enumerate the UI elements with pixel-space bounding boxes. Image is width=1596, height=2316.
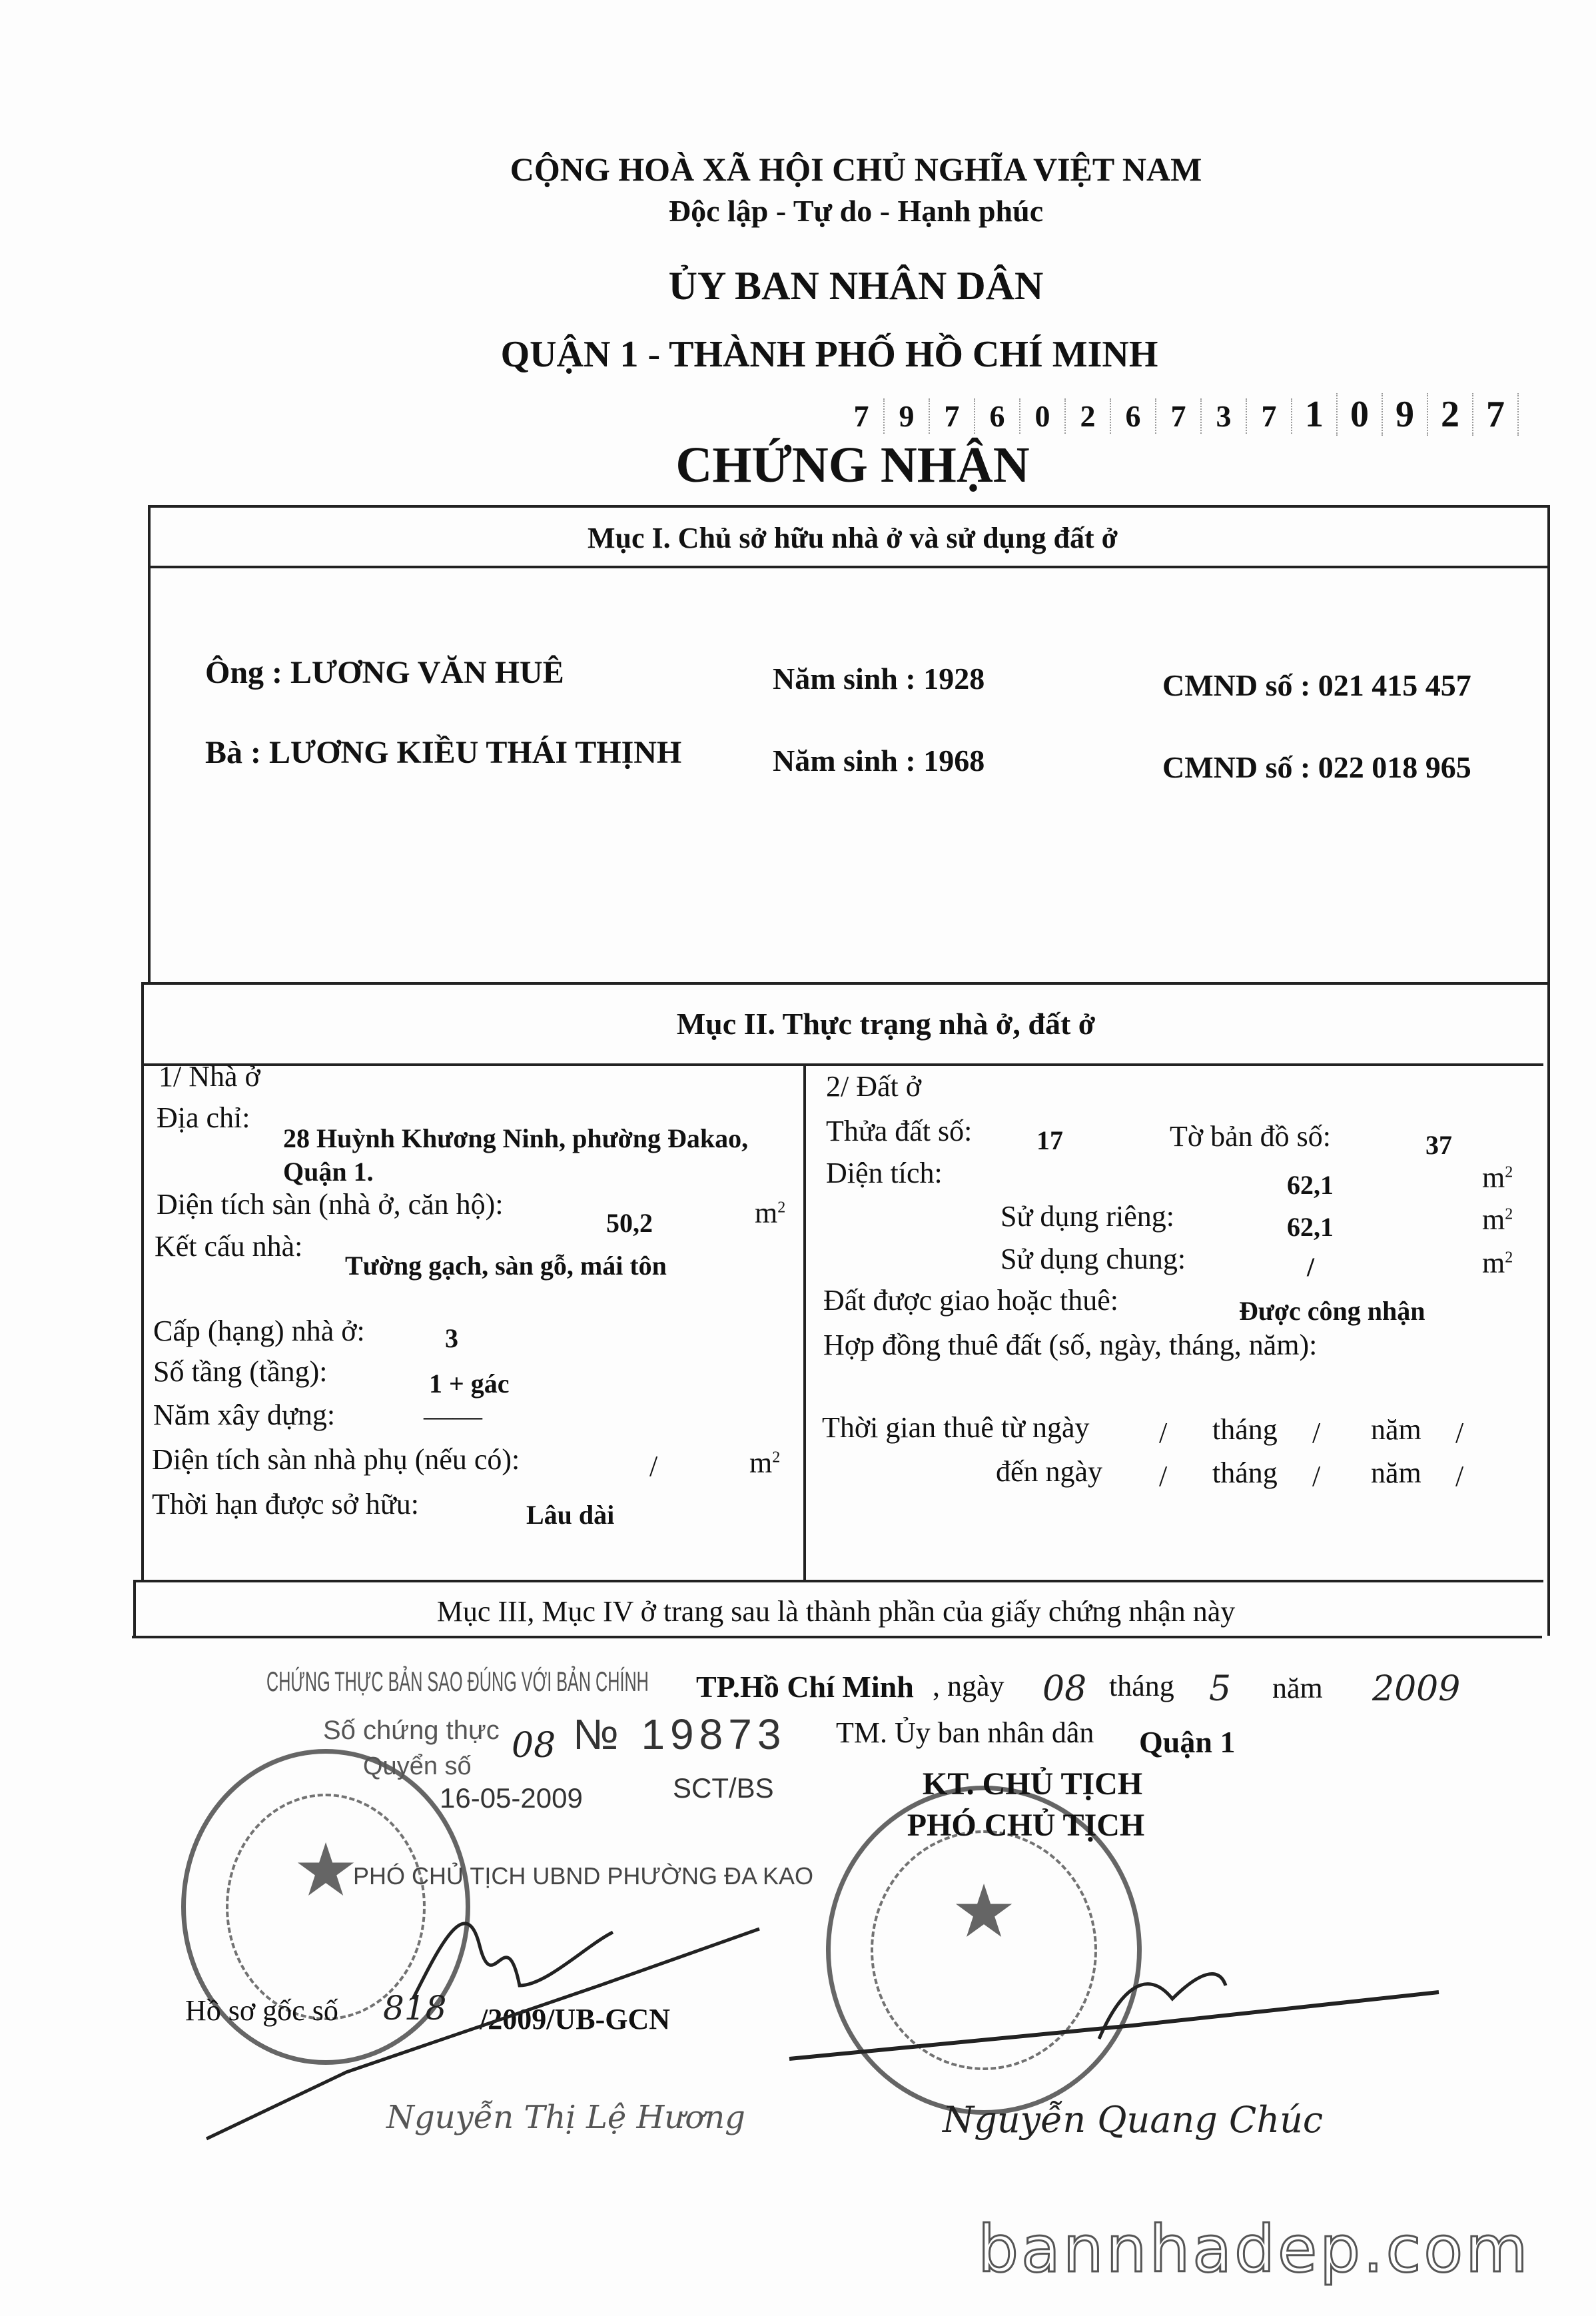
- serial-digit: 7: [930, 398, 975, 434]
- land-area-value: 62,1: [1287, 1170, 1334, 1200]
- owner-id: CMND số : 022 018 965: [1162, 750, 1471, 784]
- allocation-label: Đất được giao hoặc thuê:: [823, 1284, 1118, 1317]
- signer-title: PHÓ CHỦ TỊCH: [907, 1808, 1145, 1843]
- slash: /: [1312, 1460, 1321, 1492]
- watermark: [978, 2212, 1531, 2287]
- lease-to-label: đến ngày: [996, 1455, 1103, 1488]
- dossier-suffix: /2009/UB-GCN: [480, 2003, 670, 2035]
- section3-note: Mục III, Mục IV ở trang sau là thành phần của giấy chứng nhận này: [436, 1595, 1236, 1628]
- document-title: CHỨNG NHẬN: [675, 437, 1030, 493]
- day-value: 08: [1042, 1669, 1087, 1709]
- year-label: năm: [1371, 1456, 1421, 1489]
- serial-digit: 2: [1428, 393, 1473, 436]
- serial-digit: 6: [1111, 398, 1156, 434]
- slash: /: [1455, 1460, 1464, 1492]
- owner-birth-year: Năm sinh : 1968: [773, 744, 985, 778]
- slash: /: [1159, 1460, 1168, 1492]
- floor-area-label: Diện tích sàn (nhà ở, căn hộ):: [157, 1188, 504, 1221]
- on-behalf-district: Quận 1: [1139, 1725, 1236, 1759]
- slash: /: [1312, 1417, 1321, 1449]
- lease-contract-label: Hợp đồng thuê đất (số, ngày, tháng, năm):: [823, 1329, 1318, 1361]
- watermark-text: bannhadep.com: [978, 2212, 1531, 2287]
- authority: ỦY BAN NHÂN DÂN: [668, 264, 1044, 308]
- certifying-official: PHÓ CHỦ TỊCH UBND PHƯỜNG ĐA KAO: [353, 1862, 814, 1890]
- signer-name: Nguyễn Quang Chúc: [943, 2099, 1324, 2141]
- slash: /: [1159, 1417, 1168, 1449]
- house-title: 1/ Nhà ở: [159, 1060, 260, 1093]
- shared-use-value: /: [1307, 1252, 1315, 1282]
- certification-heading: CHỨNG THỰC BẢN SAO ĐÚNG VỚI BẢN CHÍNH: [266, 1666, 649, 1697]
- map-sheet-label: Tờ bản đồ số:: [1170, 1120, 1332, 1153]
- section1-heading: Mục I. Chủ sở hữu nhà ở và sử dụng đất ở: [588, 522, 1118, 554]
- unit-text: m: [755, 1197, 778, 1229]
- month-label: tháng: [1212, 1456, 1278, 1489]
- floor-area-value: 50,2: [606, 1208, 653, 1238]
- year-value: 2009: [1372, 1669, 1461, 1709]
- land-title: 2/ Đất ở: [826, 1070, 922, 1103]
- serial-digit: 2: [1066, 398, 1111, 434]
- unit-text: m: [749, 1447, 773, 1479]
- star-icon: ★: [292, 1830, 359, 1912]
- place: TP.Hồ Chí Minh: [696, 1670, 914, 1704]
- address-value: 28 Huỳnh Khương Ninh, phường Đakao,: [283, 1123, 749, 1153]
- serial-digit: 3: [1202, 398, 1247, 434]
- serial-digit: 1: [1292, 393, 1338, 436]
- grade-label: Cấp (hạng) nhà ở:: [153, 1315, 365, 1347]
- serial-digit: 6: [975, 398, 1020, 434]
- aux-area-value: /: [649, 1450, 658, 1482]
- floors-value: 1 + gác: [429, 1369, 510, 1399]
- lease-from-label: Thời gian thuê từ ngày: [822, 1411, 1090, 1444]
- unit-text: m: [1482, 1161, 1505, 1194]
- plot-label: Thửa đất số:: [826, 1115, 973, 1147]
- star-icon: ★: [951, 1871, 1017, 1953]
- serial-digit: 7: [1156, 398, 1202, 434]
- year-label: năm: [1371, 1413, 1421, 1446]
- aux-area-label: Diện tích sàn nhà phụ (nếu có):: [152, 1443, 520, 1476]
- private-use-label: Sử dụng riêng:: [1000, 1200, 1174, 1233]
- unit-text: m: [1482, 1247, 1505, 1279]
- serial-digit: 9: [1383, 393, 1428, 436]
- owner-name: Ông : LƯƠNG VĂN HUÊ: [205, 655, 564, 690]
- year-built-value: ——: [424, 1400, 482, 1433]
- section2-heading: Mục II. Thực trạng nhà ở, đất ở: [676, 1007, 1096, 1041]
- private-use-value: 62,1: [1287, 1212, 1334, 1242]
- grade-value: 3: [445, 1323, 458, 1353]
- land-area-label: Diện tích:: [826, 1157, 943, 1189]
- country-name: CỘNG HOÀ XÃ HỘI CHỦ NGHĨA VIỆT NAM: [510, 151, 1202, 188]
- year-label: năm: [1272, 1672, 1323, 1704]
- serial-digit: 9: [885, 398, 930, 434]
- certification-number: № 19873: [573, 1710, 787, 1758]
- serial-digit: 0: [1020, 398, 1066, 434]
- unit-sup: 2: [1505, 1249, 1513, 1267]
- year-built-label: Năm xây dựng:: [153, 1399, 336, 1431]
- structure-label: Kết cấu nhà:: [155, 1230, 303, 1263]
- serial-digit: 7: [839, 398, 885, 434]
- slash: /: [1455, 1417, 1464, 1449]
- month-value: 5: [1209, 1669, 1232, 1709]
- structure-value: Tường gạch, sàn gỗ, mái tôn: [345, 1251, 667, 1281]
- month-label: tháng: [1109, 1670, 1174, 1702]
- owner-name: Bà : LƯƠNG KIỀU THÁI THỊNH: [205, 735, 682, 770]
- certifier-signature: Nguyễn Thị Lệ Hương: [386, 2099, 745, 2136]
- unit-sup: 2: [1505, 1205, 1513, 1223]
- certification-date: 16-05-2009: [440, 1782, 583, 1814]
- certification-label: Số chứng thực: [323, 1716, 500, 1745]
- address-label: Địa chỉ:: [157, 1101, 250, 1134]
- owner-birth-year: Năm sinh : 1928: [773, 662, 985, 696]
- address-value: Quận 1.: [283, 1157, 374, 1187]
- dossier-number: 818: [383, 1989, 447, 2027]
- allocation-value: Được công nhận: [1239, 1296, 1425, 1326]
- book-label: Quyển số: [363, 1752, 472, 1780]
- plot-value: 17: [1036, 1125, 1063, 1155]
- shared-use-label: Sử dụng chung:: [1000, 1243, 1186, 1275]
- day-label: , ngày: [933, 1670, 1004, 1702]
- on-behalf-label: TM. Ủy ban nhân dân: [836, 1716, 1094, 1749]
- book-number: 08: [512, 1726, 556, 1766]
- dossier-label: Hồ sơ gốc số: [185, 1994, 338, 2027]
- month-label: tháng: [1212, 1413, 1278, 1446]
- ownership-term-value: Lâu dài: [526, 1500, 615, 1530]
- unit-sup: 2: [772, 1448, 781, 1466]
- serial-digit: 7: [1473, 393, 1519, 436]
- district: QUẬN 1 - THÀNH PHỐ HỒ CHÍ MINH: [500, 334, 1158, 375]
- signer-role: KT. CHỦ TỊCH: [922, 1766, 1143, 1802]
- certification-code: SCT/BS: [673, 1772, 774, 1804]
- unit-sup: 2: [777, 1199, 786, 1217]
- owner-id: CMND số : 021 415 457: [1162, 668, 1471, 702]
- ownership-term-label: Thời hạn được sở hữu:: [152, 1488, 420, 1520]
- map-sheet-value: 37: [1425, 1130, 1452, 1160]
- unit-sup: 2: [1505, 1163, 1513, 1181]
- serial-digit: 0: [1338, 393, 1383, 436]
- serial-digit: 7: [1247, 398, 1292, 434]
- floors-label: Số tầng (tầng):: [153, 1355, 328, 1388]
- motto: Độc lập - Tự do - Hạnh phúc: [668, 194, 1044, 228]
- unit-text: m: [1482, 1203, 1505, 1236]
